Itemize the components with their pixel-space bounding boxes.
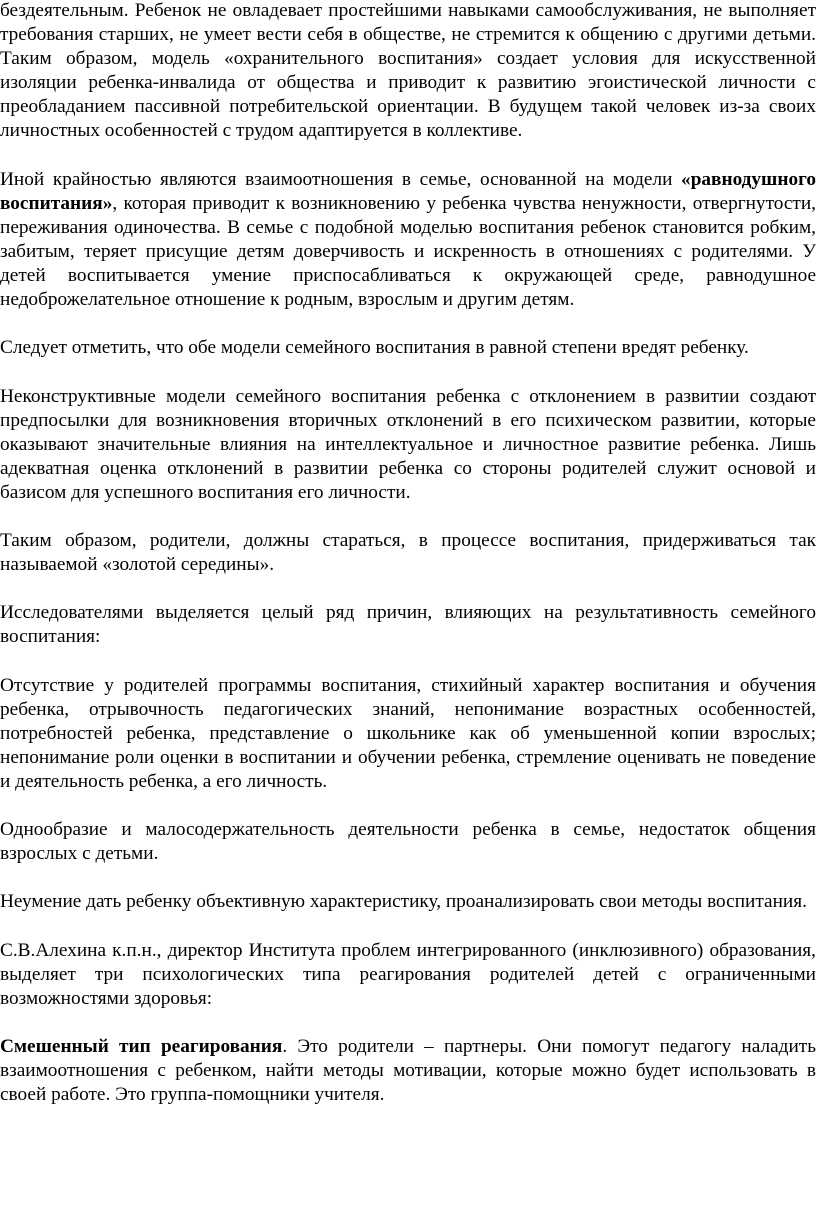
- paragraph-alekhina-types: С.В.Алехина к.п.н., директор Института проблем интегрированного (инклюзивного) образования, выделяет три психологических типа реагирования родителей детей с ограниченными возможностями здоровья:: [0, 939, 816, 1009]
- paragraph-golden-mean: Таким образом, родители, должны стараться, в процессе воспитания, придерживаться так называемой «золотой середины».: [0, 530, 816, 576]
- paragraph-reason-monotony: Однообразие и малосодержательность деятельности ребенка в семье, недостаток общения взрослых с детьми.: [0, 819, 816, 865]
- bold-term-mixed-type: Смешенный тип реагирования: [0, 1036, 283, 1058]
- paragraph-reason-characteristic: Неумение дать ребенку объективную характеристику, проанализировать свои методы воспитания.: [0, 891, 807, 913]
- paragraph-indifferent-model: [0, 168, 816, 313]
- paragraph-reason-no-program: Отсутствие у родителей программы воспитания, стихийный характер воспитания и обучения ребенка, отрывочность педагогических знаний, непонимание возрастных особенностей, потребностей ребенка, представление о школьнике как об уменьшенной копии взрослых; непонимание роли оценки в воспитании и обучении ребенка, стремление оценивать не поведение и деятельность ребенка, а его личность.: [0, 674, 816, 792]
- paragraph-text-after: . Это родители – партнеры. Они помогут педагогу наладить взаимоотношения с ребенком, найти методы мотивации, которые можно будет использовать в своей работе. Это группа-помощники учителя.: [0, 1036, 816, 1106]
- paragraph-mixed-type: [0, 1035, 816, 1107]
- paragraph-text-before: Иной крайностью являются взаимоотношения в семье, основанной на модели: [0, 168, 682, 190]
- paragraph-text-after: , которая приводит к возникновению у ребенка чувства ненужности, отвергнутости, переживания одиночества. В семье с подобной моделью воспитания ребенок становится робким, забитым, теряет присущие детям доверчивость и искренность в отношениях с родителями. У детей воспитывается умение приспосабливаться к окружающей среде, равнодушное недоброжелательное отношение к родным, взрослым и другим детям.: [0, 192, 816, 311]
- paragraph-reasons-intro: Исследователями выделяется целый ряд причин, влияющих на результативность семейного воспитания:: [0, 602, 816, 648]
- paragraph-overprotective-model: бездеятельным. Ребенок не овладевает простейшими навыками самообслуживания, не выполняет требования старших, не умеет вести себя в обществе, не стремится к общению с другими детьми. Таким образом, модель «охранительного воспитания» создает условия для искусственной изоляции ребенка-инвалида от общества и приводит к развитию эгоистической личности с преобладанием пассивной потребительской ориентации. В будущем такой человек из-за своих личностных особенностей с трудом адаптируется в коллективе.: [0, 0, 816, 142]
- paragraph-both-models-harm: Следует отметить, что обе модели семейного воспитания в равной степени вредят ребенку.: [0, 337, 749, 359]
- paragraph-nonconstructive-models: Неконструктивные модели семейного воспитания ребенка с отклонением в развитии создают предпосылки для возникновения вторичных отклонений в его психическом развитии, которые оказывают значительные влияния на интеллектуальное и личностное развитие ребенка. Лишь адекватная оценка отклонений в развитии ребенка со стороны родителей служит основой и базисом для успешного воспитания его личности.: [0, 385, 816, 503]
- bold-term-indifferent-upbringing: «равнодушного воспитания»: [0, 168, 816, 214]
